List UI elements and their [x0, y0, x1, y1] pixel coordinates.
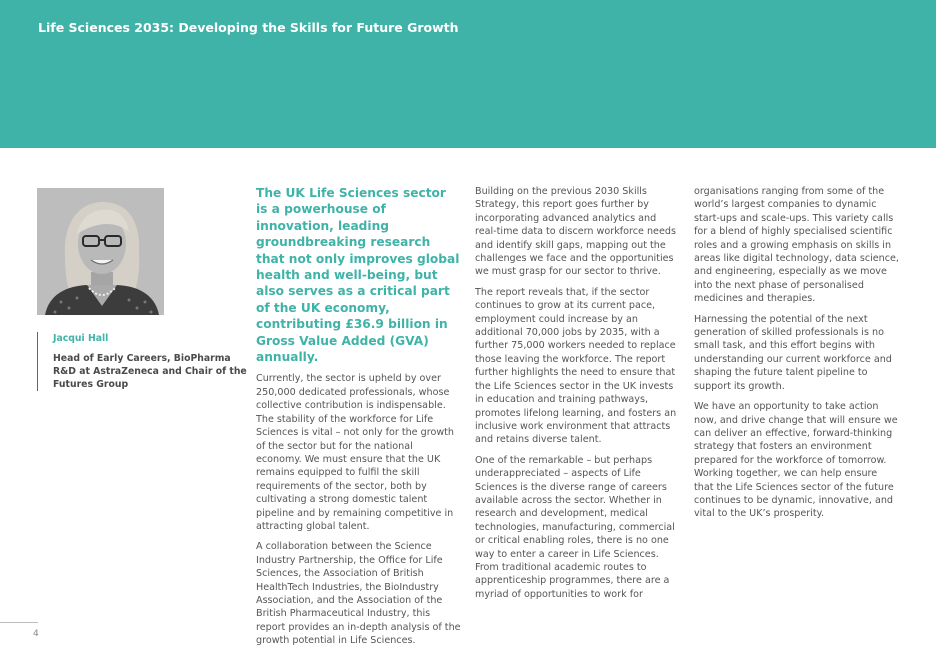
body-paragraph: Harnessing the potential of the next generation of skilled professionals is no small task, and this effort begins with understanding our current workforce and shaping the future talent pipeline to support its growth. [694, 313, 892, 392]
body-paragraph: A collaboration between the Science Industry Partnership, the Office for Life Sciences, the Association of British HealthTech Industries, the BioIndustry Association, and the Association of the British Pharmaceutical Industry, this report provides an in-depth analysis of the growth potential in Life Sciences. [256, 541, 461, 647]
body-paragraph: Building on the previous 2030 Skills Strategy, this report goes further by incorporating advanced analytics and real-time data to discern workforce needs and identify skill gaps, mapping out the challenges we face and the opportunities we must grasp for our sector to thrive. [475, 186, 676, 278]
profile-role: Head of Early Careers, BioPharma R&D at AstraZeneca and Chair of the Futures Group [53, 353, 247, 390]
footer-divider [0, 622, 38, 623]
body-paragraph: Currently, the sector is upheld by over 250,000 dedicated professionals, whose collective contribution is indispensable. The stability of the workforce for Life Sciences is vital – not only for the growth of the sector but for the national economy. We must ensure that the UK remains equipped to fulfil the skill requirements of the sector, both by cultivating a strong domestic talent pipeline and by remaining competitive in attracting global talent. [256, 373, 455, 532]
body-paragraph: We have an opportunity to take action now, and drive change that will ensure we can deliver an effective, forward-thinking strategy that fosters an environment prepared for the workforce of tomorrow. Working together, we can help ensure that the Life Sciences sector of the future continues to be dynamic, innovative, and vital to the UK’s prosperity. [694, 401, 898, 520]
text-column-3 [694, 185, 899, 528]
body-paragraph: One of the remarkable – but perhaps underappreciated – aspects of Life Sciences is the diverse range of careers available across the sector. Whether in research and development, medical technologies, manufacturing, commercial or critical enabling roles, there is no one way to enter a career in Life Sciences. From traditional academic routes to apprenticeship programmes, there are a myriad of opportunities to work for [475, 454, 675, 600]
page-number: 4 [33, 629, 39, 639]
text-column-1 [256, 185, 461, 655]
document-title: Life Sciences 2035: Developing the Skills for Future Growth [38, 20, 459, 35]
lead-paragraph: The UK Life Sciences sector is a powerhouse of innovation, leading groundbreaking research that not only improves global health and well-being, but also serves as a critical part of the UK economy, contributing £36.9 billion in Gross Value Added (GVA) annually. [256, 186, 460, 365]
profile-caption [37, 332, 253, 391]
profile-name: Jacqui Hall [53, 333, 109, 344]
text-column-2 [475, 185, 680, 608]
person-portrait-icon [37, 188, 164, 315]
body-paragraph: organisations ranging from some of the world’s largest companies to dynamic start-ups and scale-ups. This variety calls for a blend of highly specialised scientific roles and a growing emphasis on skills in areas like digital technology, data science, and engineering, especially as we move into the next phase of personalised medicines and therapies. [694, 186, 899, 305]
header-banner [0, 0, 936, 148]
body-paragraph: The report reveals that, if the sector continues to grow at its current pace, employment could increase by an additional 70,000 jobs by 2035, with a further 75,000 workers needed to replace those leaving the workforce. The report further highlights the need to ensure that the Life Sciences sector in the UK invests in education and training pathways, promotes lifelong learning, and fosters an inclusive work environment that attracts and retains diverse talent. [475, 286, 677, 446]
portrait-photo [37, 188, 164, 315]
